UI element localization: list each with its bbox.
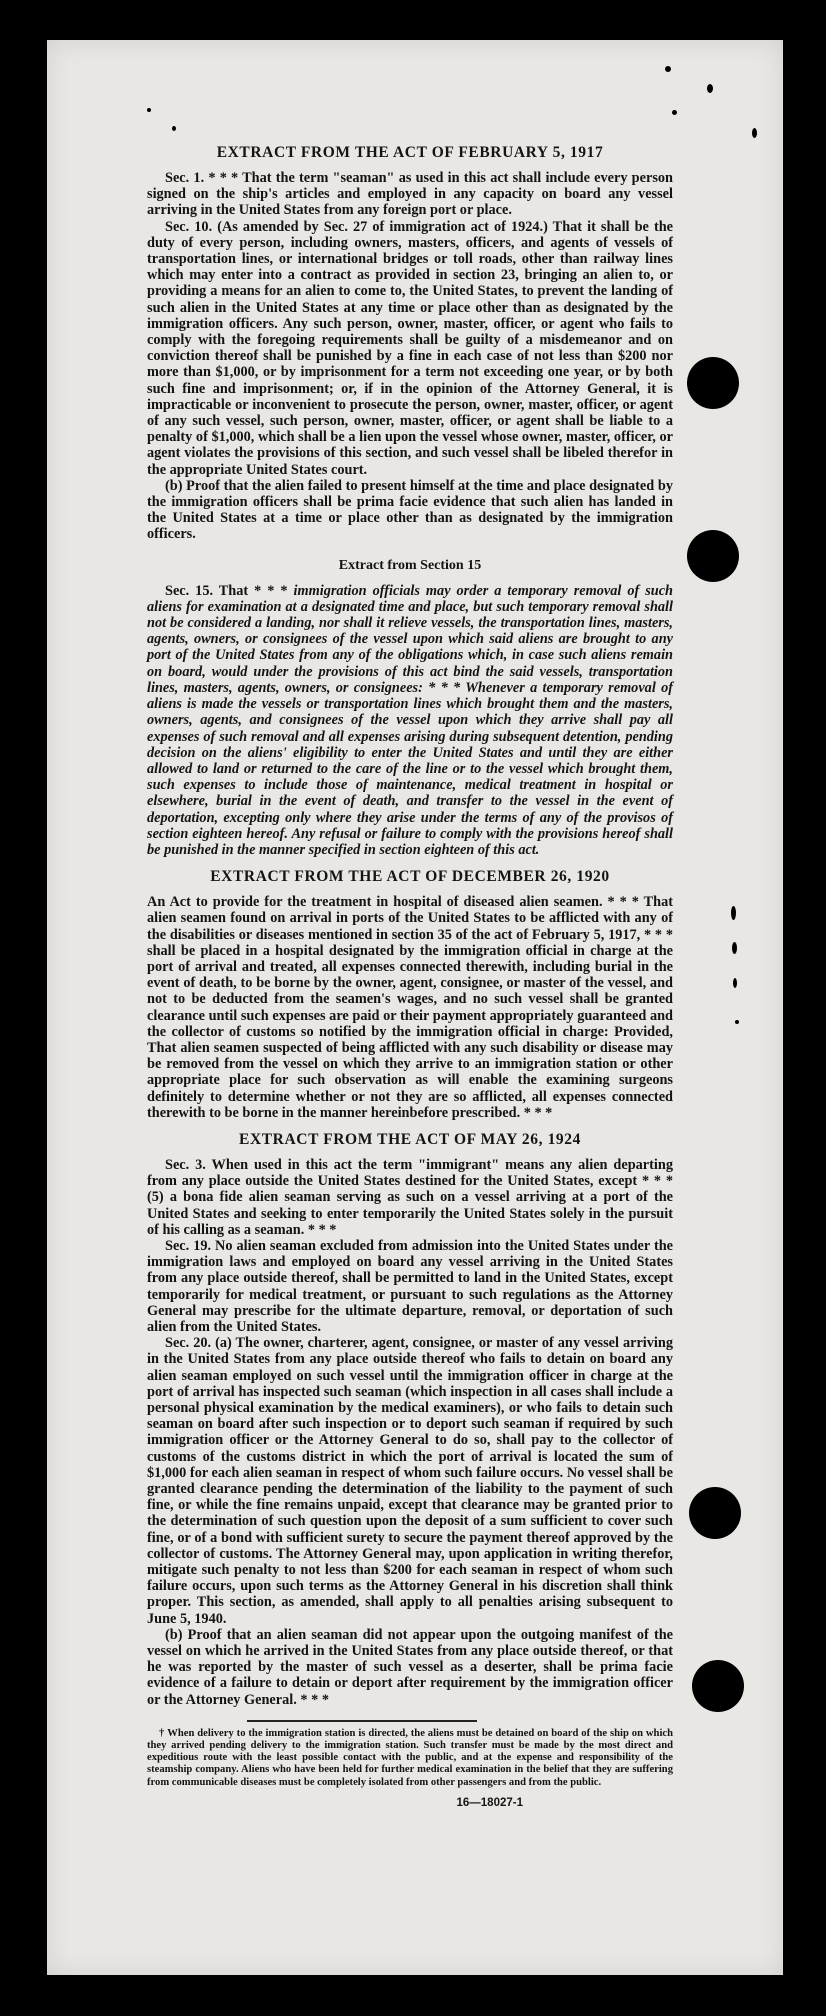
paragraph-sec-3: Sec. 3. When used in this act the term "immigrant" means any alien departing from any place outside the United States destined for the United States, except * * * (5) a bona fide alien seaman serving as such on a vessel arriving at a port of the United States and seeking to enter temporarily the United States solely in the pursuit of his calling as a seaman. * * * — [147, 1156, 673, 1238]
ink-speck — [733, 978, 737, 988]
heading-act-dec-1920: EXTRACT FROM THE ACT OF DECEMBER 26, 1920 — [210, 868, 610, 886]
ink-speck — [672, 110, 677, 115]
paragraph-sec-20a: Sec. 20. (a) The owner, charterer, agent, consignee, or master of any vessel arriving in the United States from any place outside thereof who fails to detain on board any alien seaman employed on such vessel until the immigration officer in charge at the port of arrival has inspected such seaman (which inspection in all cases shall include a personal physical examination by the medical examiners), or who fails to detain such seaman on board after such inspection or to deport such seaman if required by such immigration officer or the Attorney General to do so, shall pay to the collector of customs of the customs district in which the port of arrival is located the sum of $1,000 for each alien seaman in respect of whom such failure occurs. No vessel shall be granted clearance pending the determination of the liability to the payment of such fine, or while the fine remains unpaid, except that clearance may be granted prior to the determination of such question upon the deposit of a sum sufficient to cover such fine, or of a bond with sufficient surety to secure the payment thereof approved by the collector of customs. The Attorney General may, upon application in writing therefor, mitigate such penalty to not less than $200 for each seaman in respect of whom such failure occurs, upon such terms as the Attorney General in his discretion shall think proper. This section, as amended, shall apply to all penalties arising subsequent to June 5, 1940. — [147, 1335, 673, 1627]
ink-speck — [731, 906, 736, 920]
ink-speck — [735, 1020, 739, 1024]
paragraph-proof-alien: (b) Proof that the alien failed to present himself at the time and place designated by the immigration officers shall be prima facie evidence that such alien has landed in the United States at a time or place other than as designated by the immigration officers. — [147, 477, 673, 543]
heading-section-15: Extract from Section 15 — [338, 557, 482, 573]
heading-act-feb-1917: EXTRACT FROM THE ACT OF FEBRUARY 5, 1917 — [216, 144, 604, 161]
paragraph-sec-20b: (b) Proof that an alien seaman did not appear upon the outgoing manifest of the vessel on which he arrived in the United States from any place outside thereof, or that he was reported by the master of such vessel as a deserter, shall be prima facie evidence of a failure to detain or deport after requirement by the immigration officer or the Attorney General. * * * — [147, 1626, 673, 1708]
document-page — [47, 40, 783, 1975]
ink-speck — [707, 84, 713, 93]
paragraph-sec-15 — [147, 583, 673, 858]
ink-speck — [172, 126, 176, 131]
punch-hole — [692, 1660, 744, 1712]
heading-act-may-1924: EXTRACT FROM THE ACT OF MAY 26, 1924 — [239, 1130, 581, 1148]
punch-hole — [687, 357, 739, 409]
paragraph-sec-19: Sec. 19. No alien seaman excluded from admission into the United States under the immigration laws and employed on board any vessel arriving in the United States from any place outside thereof, shall be permitted to land in the United States, except temporarily for medical treatment, or pursuant to such regulations as the Attorney General may prescribe for the ultimate departure, removal, or deportation of such alien from the United States. — [147, 1237, 673, 1335]
ink-speck — [732, 942, 737, 954]
footnote-delivery: † When delivery to the immigration station is directed, the aliens must be detained on board of the ship on which they arrived pending delivery to the immigration station. Such transfer must be made by the most direct and expeditious route with the least possible contact with the public, and at the expense and responsibility of the steamship company. Aliens who have been held for further medical examination in the belief that they are suffering from communicable diseases must be completely isolated from other passengers and from the public. — [147, 1727, 673, 1788]
print-code: 16—18027-1 — [456, 1796, 523, 1809]
punch-hole — [689, 1487, 741, 1539]
paragraph-act-1920: An Act to provide for the treatment in hospital of diseased alien seamen. * * * That alien seamen found on arrival in ports of the United States to be afflicted with any of the disabilities or diseases mentioned in section 35 of the act of February 5, 1917, * * * shall be placed in a hospital designated by the immigration official in charge at the port of arrival and treated, all expenses connected therewith, including burial in the event of death, to be borne by the owner, agent, consignee, or master of the vessel, and not to be deducted from the seamen's wages, and no such vessel shall be granted clearance until such expenses are paid or their payment appropriately guaranteed and the collector of customs so notified by the immigration official in charge: Provided, That alien seamen suspected of being afflicted with any such disability or disease may be removed from the vessel on which they arrive to an immigration station or other appropriate place for such observation as will enable the examining surgeons definitely to determine whether or not they are so afflicted, all expenses connected therewith to be borne in the manner hereinbefore prescribed. * * * — [147, 894, 673, 1121]
sec-15-lead: Sec. 15. That * * * — [165, 582, 288, 599]
ink-speck — [665, 66, 671, 72]
paragraph-sec-1: Sec. 1. * * * That the term "seaman" as used in this act shall include every person signed on the ship's articles and employed in any capacity on board any vessel arriving in the United States from any foreign port or place. — [147, 170, 673, 219]
punch-hole — [687, 530, 739, 582]
ink-speck — [147, 108, 151, 112]
sec-15-body: immigration officials may order a temporary removal of such aliens for examination at a designated time and place, but such temporary removal shall not be considered a landing, nor shall it relieve vessels, the transportation lines, masters, agents, owners, or consignees of the vessel upon which said aliens are brought to any port of the United States from any of the obligations which, in case such aliens remain on board, would under the provisions of this act bind the said vessels, transportation lines, masters, agents, owners, or consignees: * * * Whenever a temporary removal of aliens is made the vessels or transportation lines which brought them and the masters, owners, agents, and consignees of the vessel upon which they arrive shall pay all expenses of such removal and all expenses arising during subsequent detention, pending decision on the aliens' eligibility to enter the United States and until they are either allowed to land or returned to the care of the line or to the vessel which brought them, such expenses to include those of maintenance, medical treatment in hospital or elsewhere, burial in the event of death, and transfer to the vessel in the event of deportation, excepting only where they arise under the terms of any of the provisos of section eighteen hereof. Any refusal or failure to comply with the provisions hereof shall be punished in the manner specified in section eighteen of this act. — [147, 582, 674, 858]
paragraph-sec-10: Sec. 10. (As amended by Sec. 27 of immigration act of 1924.) That it shall be the duty of every person, including owners, masters, officers, and agents of vessels of transportation lines, or international bridges or toll roads, other than railway lines which may enter into a contract as provided in section 23, bringing an alien to, or providing a means for an alien to come to, the United States, to prevent the landing of such alien in the United States at any time or place other than as designated by the immigration officers. Any such person, owner, master, officer, or agent who fails to comply with the foregoing requirements shall be guilty of a misdemeanor and on conviction thereof shall be punished by a fine in each case of not less than $200 nor more than $1,000, or by imprisonment for a term not exceeding one year, or by both such fine and imprisonment; or, if in the opinion of the Attorney General, it is impracticable or inconvenient to prosecute the person, owner, master, officer, or agent of any such vessel, such person, owner, master, officer, or agent shall be liable to a penalty of $1,000, which shall be a lien upon the vessel whose owner, master, officer, or agent violates the provisions of this section, and such vessel shall be libeled therefor in the appropriate United States court. — [147, 218, 673, 478]
ink-speck — [752, 128, 757, 138]
footnote-rule — [247, 1708, 477, 1722]
